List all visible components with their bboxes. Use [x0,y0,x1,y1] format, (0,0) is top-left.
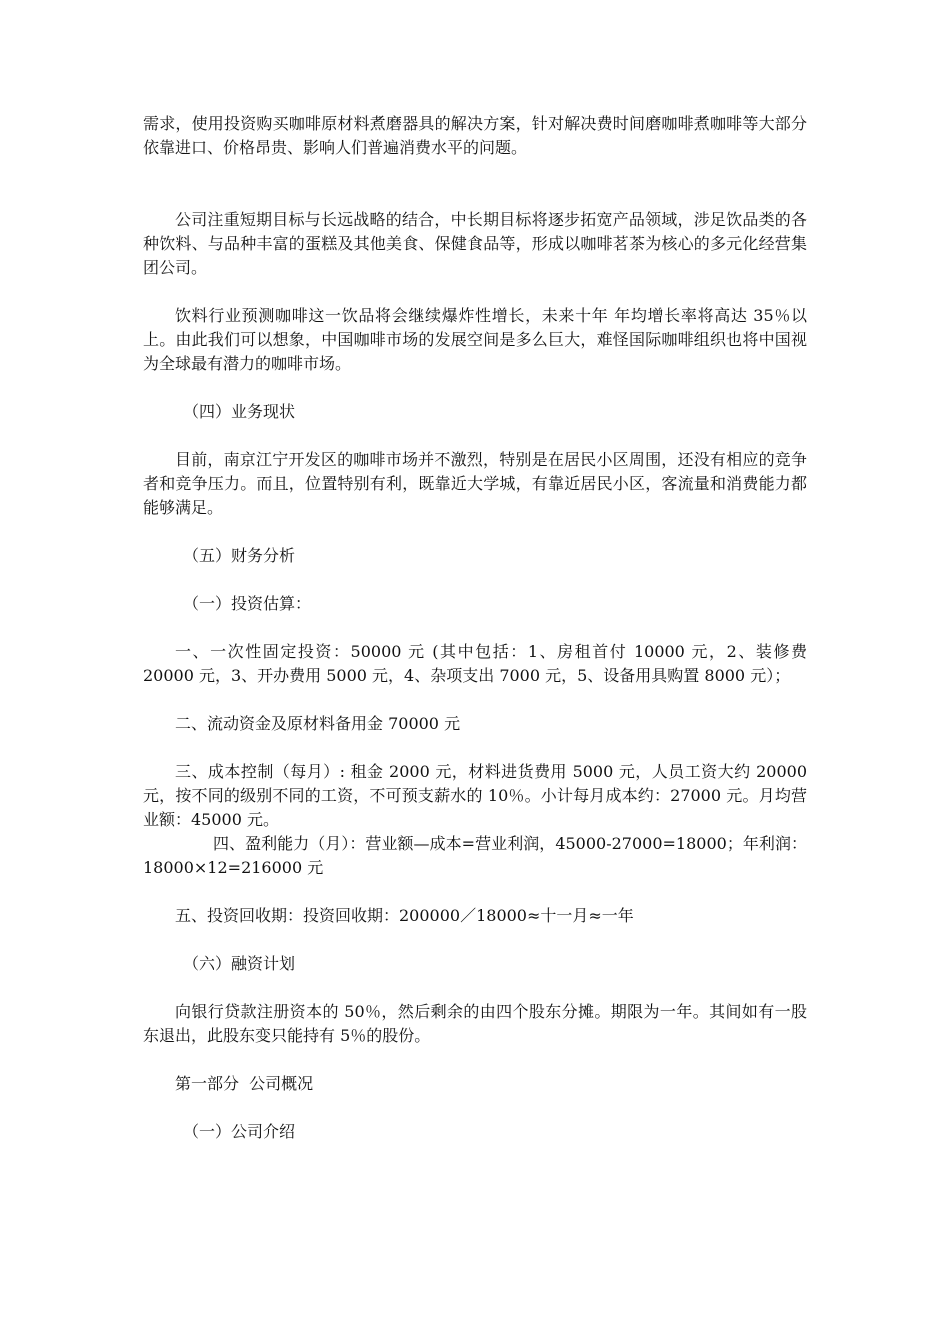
paragraph-financing-plan: 向银行贷款注册资本的 50％，然后剩余的由四个股东分摊。期限为一年。其间如有一股东退出，此股东变只能持有 5％的股份。 [143,1002,807,1045]
heading-financing-plan: （六）融资计划 [183,954,296,973]
paragraph-industry-forecast: 饮料行业预测咖啡这一饮品将会继续爆炸性增长，未来十年 年均增长率将高达 35％以上。由此我们可以想象，中国咖啡市场的发展空间是多么巨大，难怪国际咖啡组织也将中国视为全球最有潜力的咖啡市场。 [143,306,807,373]
heading-financial-analysis: （五）财务分析 [183,546,296,565]
heading-business-status: （四）业务现状 [183,402,296,421]
paragraph-profitability: 四、盈利能力（月）：营业额—成本=营业利润，45000-27000=18000；年利润：18000×12=216000 元 [143,834,807,877]
paragraph-strategy: 公司注重短期目标与长远战略的结合，中长期目标将逐步拓宽产品领域，涉足饮品类的各种饮料、与品种丰富的蛋糕及其他美食、保健食品等，形成以咖啡茗茶为核心的多元化经营集团公司。 [143,210,807,277]
heading-part-one-company-overview: 第一部分 公司概况 [175,1074,314,1093]
document-body [143,112,807,1144]
paragraph-cost-control: 三、成本控制（每月）: 租金 2000 元，材料进货费用 5000 元，人员工资大约 20000 元，按不同的级别不同的工资，不可预支薪水的 10％。小计每月成本约：27000 元。月均营业额：45000 元。 [143,762,807,829]
paragraph-working-capital: 二、流动资金及原材料备用金 70000 元 [175,714,461,733]
paragraph-demand-continuation: 需求，使用投资购买咖啡原材料煮磨器具的解决方案，针对解决费时间磨咖啡煮咖啡等大部分依靠进口、价格昂贵、影响人们普遍消费水平的问题。 [143,114,807,157]
heading-company-introduction: （一）公司介绍 [183,1122,296,1141]
paragraph-business-status: 目前，南京江宁开发区的咖啡市场并不激烈，特别是在居民小区周围，还没有相应的竞争者和竞争压力。而且，位置特别有利，既靠近大学城，有靠近居民小区，客流量和消费能力都能够满足。 [143,450,807,517]
heading-investment-estimate: （一）投资估算： [183,594,312,613]
paragraph-fixed-investment: 一、一次性固定投资：50000 元 (其中包括：1、房租首付 10000 元，2、装修费 20000 元，3、开办费用 5000 元，4、杂项支出 7000 元，5、设备用具购置 8000 元）； [143,642,807,685]
paragraph-payback-period: 五、投资回收期：投资回收期：200000／18000≈十一月≈一年 [175,906,634,925]
